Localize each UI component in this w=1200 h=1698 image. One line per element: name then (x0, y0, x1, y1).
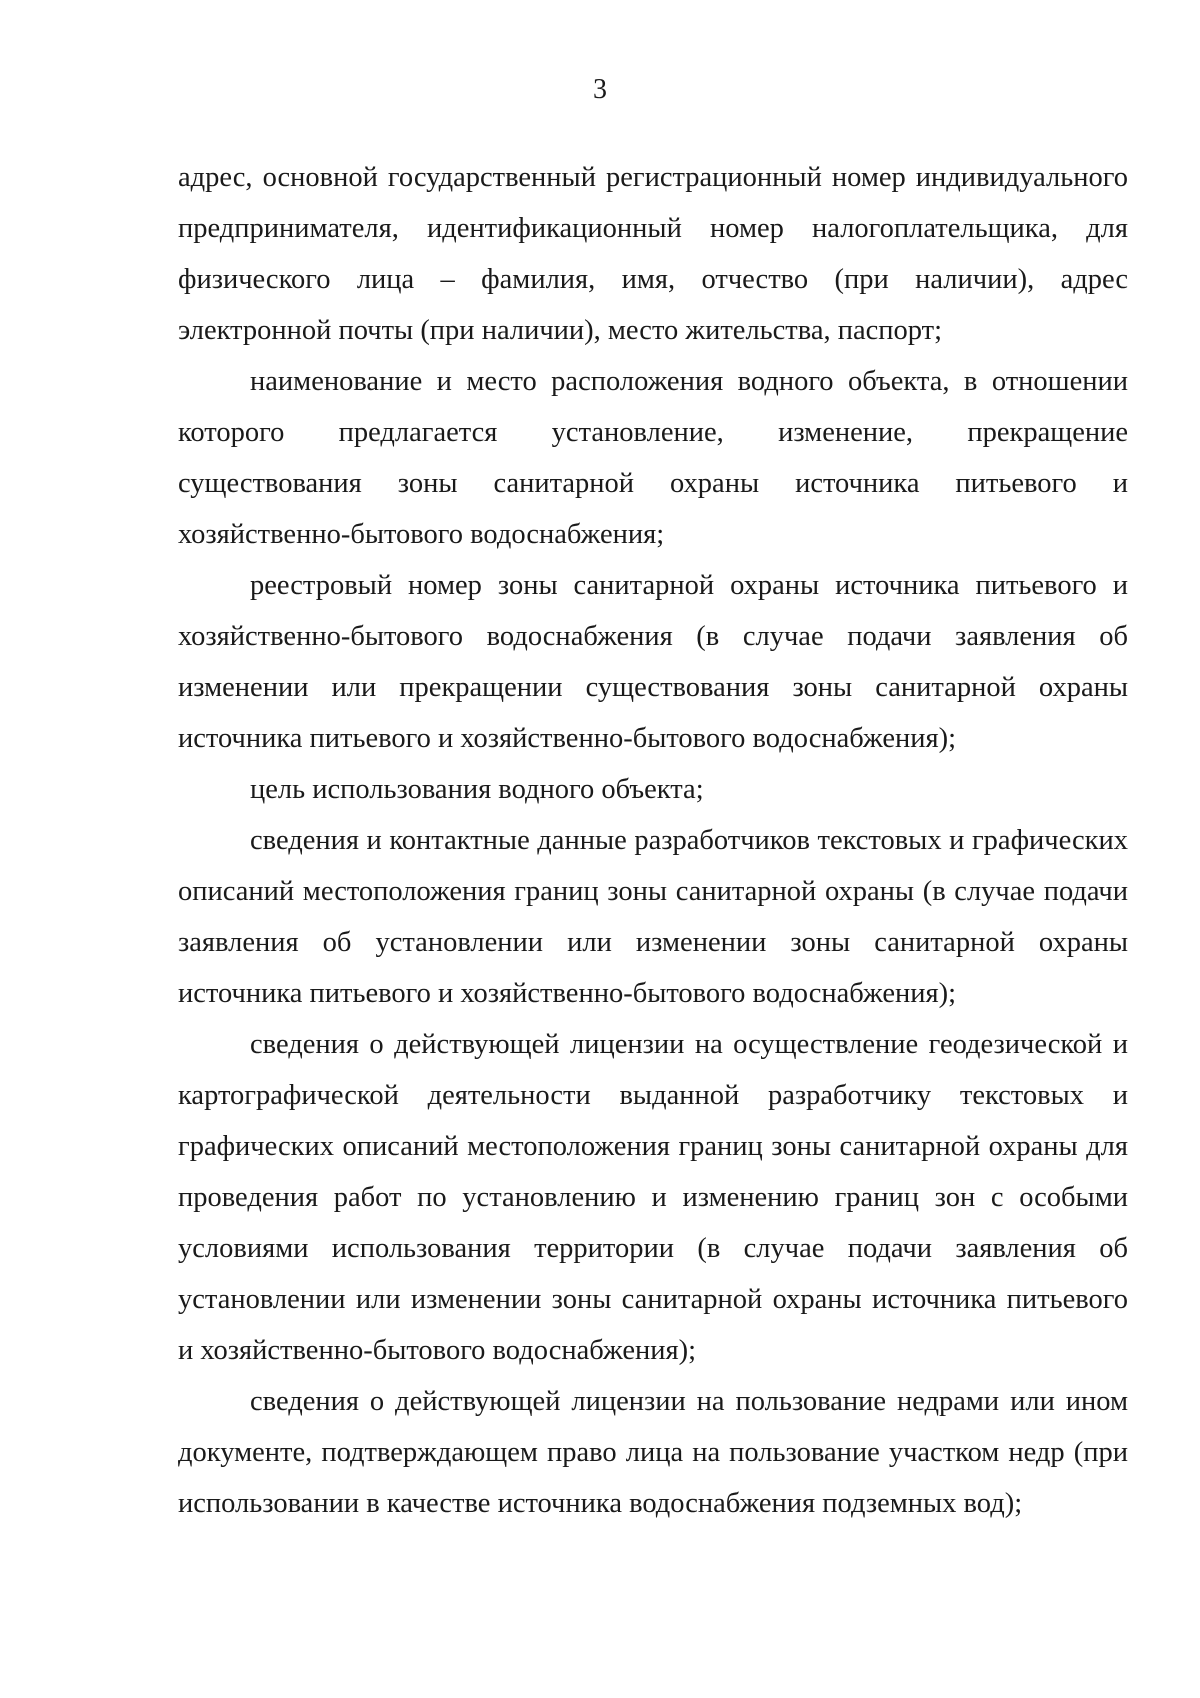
paragraph-registry-number: реестровый номер зоны санитарной охраны источника питьевого и хозяйственно-бытового водоснабжения (в случае подачи заявления об изменении или прекращении существования зоны санитарной охраны источника питьевого и хозяйственно-бытового водоснабжения); (178, 570, 1128, 754)
paragraph-developer-contacts: сведения и контактные данные разработчиков текстовых и графических описаний местоположения границ зоны санитарной охраны (в случае подачи заявления об установлении или изменении зоны санитарной охраны источника питьевого и хозяйственно-бытового водоснабжения); (178, 825, 1128, 1009)
document-body (178, 152, 1128, 1529)
page-number: 3 (593, 74, 607, 105)
paragraph-subsoil-license: сведения о действующей лицензии на пользование недрами или ином документе, подтверждающем право лица на пользование участком недр (при использовании в качестве источника водоснабжения подземных вод); (178, 1386, 1128, 1519)
paragraph-geodesy-license: сведения о действующей лицензии на осуществление геодезической и картографической деятельности выданной разработчику текстовых и графических описаний местоположения границ зоны санитарной охраны для проведения работ по установлению и изменению границ зон с особыми условиями использования территории (в случае подачи заявления об установлении или изменении зоны санитарной охраны источника питьевого и хозяйственно-бытового водоснабжения); (178, 1029, 1128, 1366)
paragraph-usage-purpose: цель использования водного объекта; (250, 774, 704, 805)
paragraph-applicant-details: адрес, основной государственный регистрационный номер индивидуального предпринимателя, идентификационный номер налогоплательщика, для физического лица – фамилия, имя, отчество (при наличии), адрес электронной почты (при наличии), место жительства, паспорт; (178, 162, 1128, 346)
paragraph-water-body-location: наименование и место расположения водного объекта, в отношении которого предлагается установление, изменение, прекращение существования зоны санитарной охраны источника питьевого и хозяйственно-бытового водоснабжения; (178, 366, 1128, 550)
